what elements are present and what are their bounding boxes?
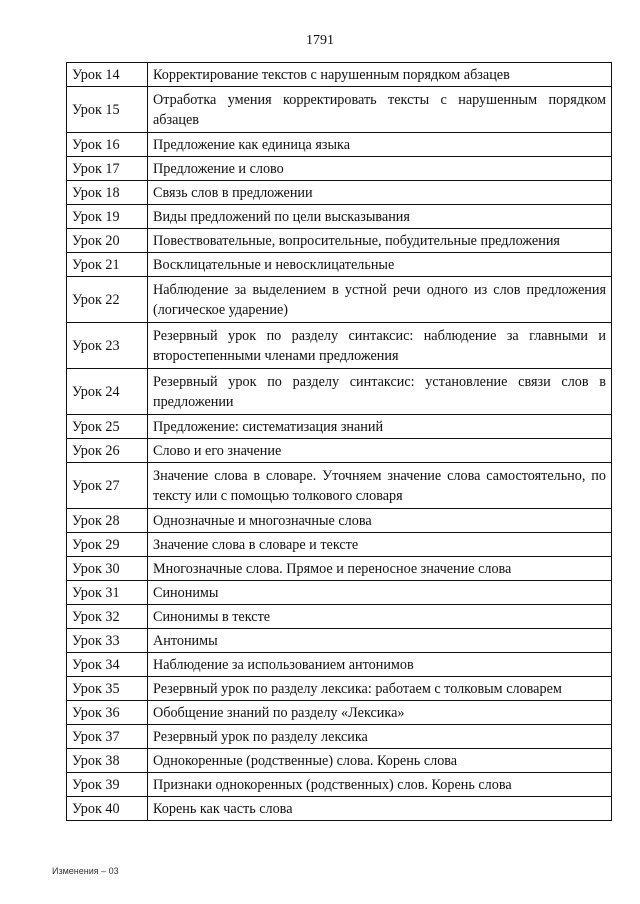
lesson-topic-cell: Связь слов в предложении [148, 181, 612, 205]
lesson-topic-cell: Признаки однокоренных (родственных) слов. Корень слова [148, 773, 612, 797]
lesson-number-cell: Урок 19 [67, 205, 148, 229]
revision-footer: Изменения – 03 [52, 866, 119, 876]
lesson-number-cell: Урок 15 [67, 87, 148, 133]
lesson-number-cell: Урок 27 [67, 463, 148, 509]
lesson-number-cell: Урок 33 [67, 629, 148, 653]
table-row [67, 797, 612, 821]
lesson-topic-cell: Резервный урок по разделу синтаксис: установление связи слов в предложении [148, 369, 612, 415]
lesson-number-cell: Урок 30 [67, 557, 148, 581]
lesson-number-cell: Урок 36 [67, 701, 148, 725]
lesson-topic-cell: Предложение: систематизация знаний [148, 415, 612, 439]
lessons-table [66, 62, 612, 821]
lesson-topic-cell: Корректирование текстов с нарушенным порядком абзацев [148, 63, 612, 87]
table-row [67, 323, 612, 369]
lesson-number-cell: Урок 35 [67, 677, 148, 701]
lesson-topic-cell: Значение слова в словаре и тексте [148, 533, 612, 557]
lesson-number-cell: Урок 31 [67, 581, 148, 605]
table-row [67, 533, 612, 557]
lesson-topic-cell: Наблюдение за использованием антонимов [148, 653, 612, 677]
table-row [67, 653, 612, 677]
lesson-number-cell: Урок 14 [67, 63, 148, 87]
lesson-topic-cell: Синонимы [148, 581, 612, 605]
table-row [67, 677, 612, 701]
lesson-topic-cell: Антонимы [148, 629, 612, 653]
table-row [67, 749, 612, 773]
lesson-topic-cell: Виды предложений по цели высказывания [148, 205, 612, 229]
lesson-topic-cell: Резервный урок по разделу лексика: работаем с толковым словарем [148, 677, 612, 701]
lesson-topic-cell: Значение слова в словаре. Уточняем значение слова самостоятельно, по тексту или с помощью толкового словаря [148, 463, 612, 509]
table-row [67, 181, 612, 205]
table-row [67, 557, 612, 581]
lesson-number-cell: Урок 25 [67, 415, 148, 439]
table-row [67, 157, 612, 181]
lesson-number-cell: Урок 28 [67, 509, 148, 533]
lesson-number-cell: Урок 20 [67, 229, 148, 253]
lesson-number-cell: Урок 18 [67, 181, 148, 205]
table-row [67, 133, 612, 157]
table-row [67, 629, 612, 653]
lesson-number-cell: Урок 37 [67, 725, 148, 749]
lesson-number-cell: Урок 29 [67, 533, 148, 557]
table-row [67, 229, 612, 253]
lesson-topic-cell: Наблюдение за выделением в устной речи одного из слов предложения (логическое ударение) [148, 277, 612, 323]
table-row [67, 63, 612, 87]
table-row [67, 205, 612, 229]
lesson-number-cell: Урок 40 [67, 797, 148, 821]
table-row [67, 605, 612, 629]
table-row [67, 509, 612, 533]
table-row [67, 415, 612, 439]
table-row [67, 725, 612, 749]
page-number: 1791 [306, 33, 334, 48]
table-row [67, 253, 612, 277]
lesson-topic-cell: Резервный урок по разделу синтаксис: наблюдение за главными и второстепенными членами предложения [148, 323, 612, 369]
table-row [67, 773, 612, 797]
lesson-topic-cell: Резервный урок по разделу лексика [148, 725, 612, 749]
lesson-topic-cell: Многозначные слова. Прямое и переносное значение слова [148, 557, 612, 581]
lesson-number-cell: Урок 21 [67, 253, 148, 277]
table-row [67, 369, 612, 415]
lesson-number-cell: Урок 24 [67, 369, 148, 415]
lesson-number-cell: Урок 23 [67, 323, 148, 369]
lesson-topic-cell: Однокоренные (родственные) слова. Корень слова [148, 749, 612, 773]
table-row [67, 439, 612, 463]
lesson-topic-cell: Предложение как единица языка [148, 133, 612, 157]
lesson-number-cell: Урок 38 [67, 749, 148, 773]
lesson-topic-cell: Повествовательные, вопросительные, побудительные предложения [148, 229, 612, 253]
lessons-table-body [67, 63, 612, 821]
table-row [67, 701, 612, 725]
lesson-number-cell: Урок 22 [67, 277, 148, 323]
lesson-number-cell: Урок 34 [67, 653, 148, 677]
lesson-number-cell: Урок 39 [67, 773, 148, 797]
lesson-topic-cell: Отработка умения корректировать тексты с нарушенным порядком абзацев [148, 87, 612, 133]
lesson-number-cell: Урок 17 [67, 157, 148, 181]
lesson-number-cell: Урок 16 [67, 133, 148, 157]
lesson-topic-cell: Слово и его значение [148, 439, 612, 463]
lesson-topic-cell: Обобщение знаний по разделу «Лексика» [148, 701, 612, 725]
table-row [67, 277, 612, 323]
lesson-topic-cell: Восклицательные и невосклицательные [148, 253, 612, 277]
lesson-topic-cell: Однозначные и многозначные слова [148, 509, 612, 533]
table-row [67, 581, 612, 605]
lesson-topic-cell: Синонимы в тексте [148, 605, 612, 629]
table-row [67, 87, 612, 133]
lesson-number-cell: Урок 32 [67, 605, 148, 629]
lesson-topic-cell: Предложение и слово [148, 157, 612, 181]
lesson-number-cell: Урок 26 [67, 439, 148, 463]
lesson-topic-cell: Корень как часть слова [148, 797, 612, 821]
table-row [67, 463, 612, 509]
